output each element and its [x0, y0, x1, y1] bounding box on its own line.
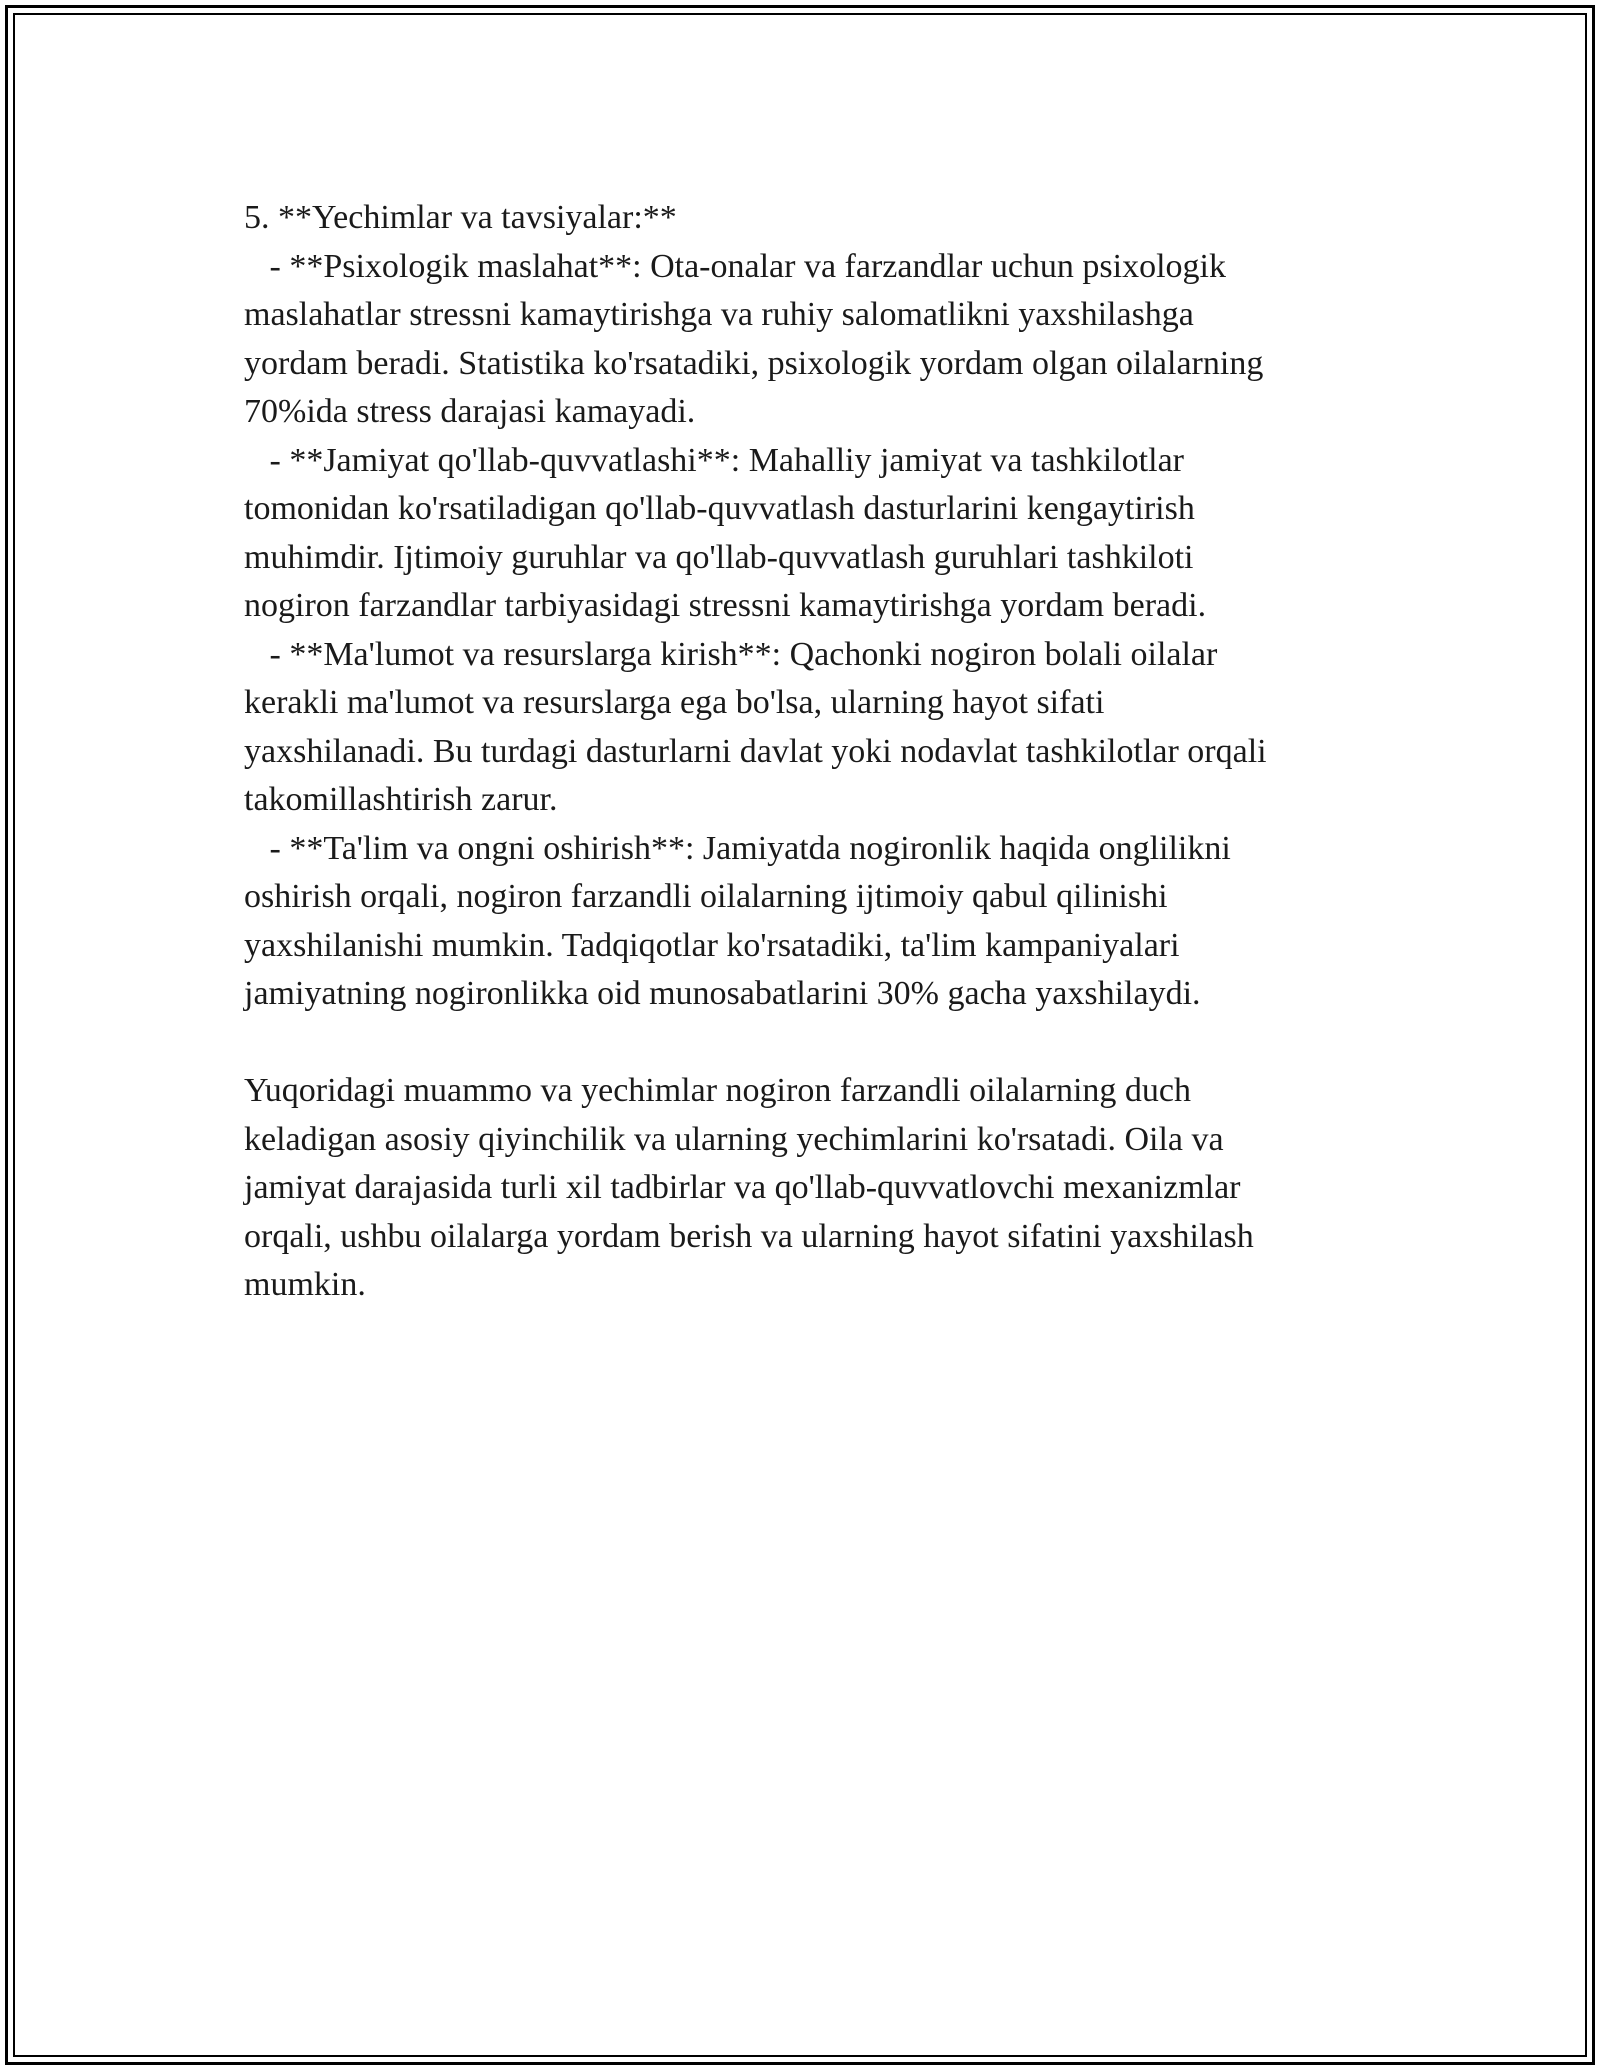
text-line: jamiyat darajasida turli xil tadbirlar va qo'llab-quvvatlovchi mexanizmlar — [244, 1169, 1241, 1206]
text-line: - **Ta'lim va ongni oshirish**: Jamiyatda nogironlik haqida onglilikni — [244, 829, 1231, 867]
text-line: maslahatlar stressni kamaytirishga va ruhiy salomatlikni yaxshilashga — [244, 296, 1194, 333]
text-line: 70%ida stress darajasi kamayadi. — [244, 393, 696, 430]
paragraph-spacer — [244, 1019, 1374, 1068]
text-line: muhimdir. Ijtimoiy guruhlar va qo'llab-quvvatlash guruhlari tashkiloti — [244, 538, 1194, 576]
text-line: yaxshilanishi mumkin. Tadqiqotlar ko'rsatadiki, ta'lim kampaniyalari — [244, 926, 1180, 964]
recommendation-education-awareness — [244, 825, 1374, 1019]
text-line: takomillashtirish zarur. — [244, 781, 558, 818]
document-body — [244, 194, 1374, 1310]
text-line: - **Jamiyat qo'llab-quvvatlashi**: Mahalliy jamiyat va tashkilotlar — [244, 441, 1184, 479]
text-line: Yuqoridagi muammo va yechimlar nogiron farzandli oilalarning duch — [244, 1072, 1192, 1109]
conclusion-paragraph — [244, 1067, 1374, 1310]
recommendation-psychological-counseling — [244, 243, 1374, 437]
text-line: yordam beradi. Statistika ko'rsatadiki, psixologik yordam olgan oilalarning — [244, 344, 1264, 382]
text-line: oshirish orqali, nogiron farzandli oilalarning ijtimoiy qabul qilinishi — [244, 878, 1168, 915]
section-heading: 5. **Yechimlar va tavsiyalar:** — [244, 199, 677, 236]
recommendation-community-support — [244, 437, 1374, 631]
text-line: mumkin. — [244, 1266, 366, 1303]
recommendation-information-access — [244, 631, 1374, 825]
text-line: tomonidan ko'rsatiladigan qo'llab-quvvatlash dasturlarini kengaytirish — [244, 490, 1195, 527]
text-line: orqali, ushbu oilalarga yordam berish va ularning hayot sifatini yaxshilash — [244, 1217, 1254, 1255]
text-line: nogiron farzandlar tarbiyasidagi stressni kamaytirishga yordam beradi. — [244, 587, 1207, 624]
text-line: yaxshilanadi. Bu turdagi dasturlarni davlat yoki nodavlat tashkilotlar orqali — [244, 732, 1267, 770]
text-line: keladigan asosiy qiyinchilik va ularning yechimlarini ko'rsatadi. Oila va — [244, 1120, 1224, 1158]
text-line: kerakli ma'lumot va resurslarga ega bo'lsa, ularning hayot sifati — [244, 684, 1105, 721]
text-line: jamiyatning nogironlikka oid munosabatlarini 30% gacha yaxshilaydi. — [244, 975, 1201, 1012]
text-line: - **Ma'lumot va resurslarga kirish**: Qachonki nogiron bolali oilalar — [244, 635, 1218, 673]
page-border — [5, 5, 1595, 2065]
text-line: - **Psixologik maslahat**: Ota-onalar va farzandlar uchun psixologik — [244, 247, 1226, 285]
